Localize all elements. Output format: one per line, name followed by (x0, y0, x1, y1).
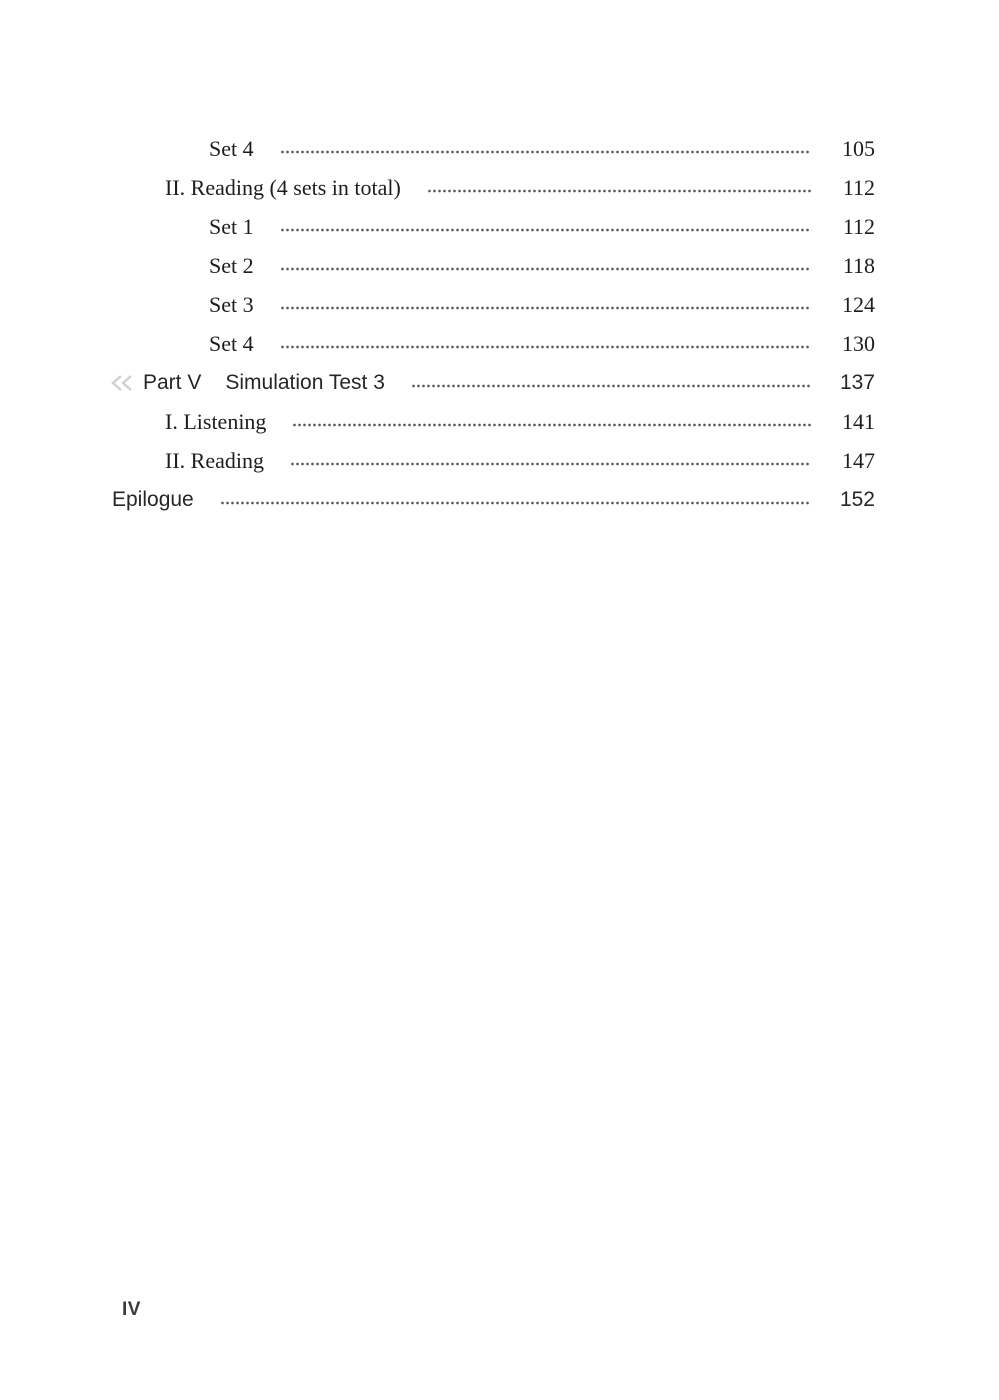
dot-leader (280, 227, 811, 233)
dot-leader (280, 266, 811, 272)
dot-leader (290, 461, 811, 467)
toc-list (112, 135, 875, 525)
toc-entry-label: Set 1 (209, 214, 254, 239)
toc-entry (112, 447, 875, 475)
toc-entry (112, 135, 875, 163)
dot-leader (292, 422, 811, 428)
toc-entry (112, 213, 875, 241)
dot-leader (427, 188, 811, 194)
toc-entry (112, 174, 875, 202)
toc-entry-page: 105 (842, 136, 875, 161)
toc-entry-page: 112 (842, 214, 875, 239)
toc-entry-label: Set 4 (209, 331, 254, 356)
toc-entry (112, 291, 875, 319)
toc-entry (112, 369, 875, 397)
footer-page-number: IV (122, 1299, 141, 1320)
toc-entry (112, 408, 875, 436)
toc-entry-label: II. Reading (4 sets in total) (165, 175, 401, 200)
toc-entry-label: Set 4 (209, 136, 254, 161)
dot-leader (280, 344, 811, 350)
dot-leader (280, 149, 811, 155)
toc-entry-page: 152 (839, 488, 875, 511)
toc-entry-label: I. Listening (165, 409, 267, 434)
toc-entry-label: Set 2 (209, 253, 254, 278)
toc-entry-label: Part V (143, 371, 202, 394)
toc-entry-page: 137 (839, 371, 875, 394)
chevron-left-icon (108, 373, 136, 393)
dot-leader (220, 500, 811, 506)
toc-entry-page: 141 (842, 409, 875, 434)
toc-entry-label2: Simulation Test 3 (225, 371, 385, 394)
toc-entry (112, 330, 875, 358)
toc-entry (112, 486, 875, 514)
toc-entry-page: 147 (842, 448, 875, 473)
toc-entry-label: Epilogue (112, 488, 194, 511)
toc-entry-page: 124 (842, 292, 875, 317)
toc-entry-page: 118 (842, 253, 875, 278)
dot-leader (411, 383, 811, 389)
toc-entry (112, 252, 875, 280)
toc-entry-label: Set 3 (209, 292, 254, 317)
toc-entry-page: 112 (842, 175, 875, 200)
toc-entry-label: II. Reading (165, 448, 264, 473)
dot-leader (280, 305, 811, 311)
toc-entry-page: 130 (842, 331, 875, 356)
